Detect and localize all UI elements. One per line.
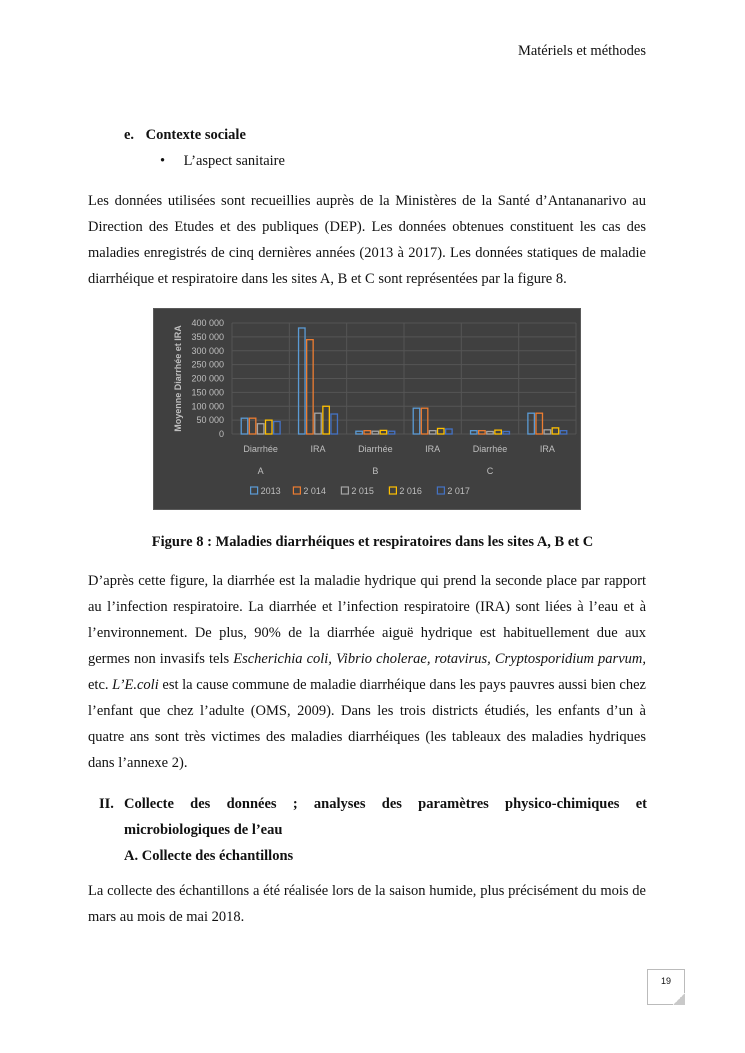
legend-swatch bbox=[293, 487, 300, 494]
y-tick-label: 200 000 bbox=[191, 373, 224, 384]
x-tick-label: Diarrhée bbox=[358, 444, 393, 454]
y-tick-label: 400 000 bbox=[191, 318, 224, 328]
bar bbox=[479, 431, 486, 434]
y-axis-label: Moyenne Diarrhée et IRA bbox=[173, 325, 183, 432]
section-II-title-line1: Collecte des données ; analyses des paramètres physico-chimiques et bbox=[124, 796, 647, 812]
bullet-text: L’aspect sanitaire bbox=[183, 153, 285, 169]
section-II-title-line2: microbiologiques de l’eau bbox=[124, 822, 283, 838]
y-tick-label: 0 bbox=[218, 429, 224, 439]
bar bbox=[413, 408, 420, 434]
x-tick-label: IRA bbox=[425, 444, 441, 454]
y-tick-label: 50 000 bbox=[196, 415, 224, 426]
bar bbox=[331, 414, 338, 434]
bullet-item bbox=[160, 153, 285, 170]
discussion-text-2: etc. bbox=[88, 677, 113, 693]
x-tick-label: Diarrhée bbox=[243, 444, 278, 454]
bar bbox=[446, 429, 453, 434]
bar bbox=[471, 431, 478, 434]
legend-swatch bbox=[341, 487, 348, 494]
subsection-A-heading: A. Collecte des échantillons bbox=[124, 848, 294, 864]
bar bbox=[356, 431, 363, 434]
ecoli-term: L’E.coli bbox=[112, 677, 159, 693]
paragraph-intro: Les données utilisées sont recueillies auprès de la Ministères de la Santé d’Antananarivo au Direction des Etudes et des publiques (DEP). Les données obtenues constituent les cas des maladies enregistrés de cinq dernières années (2013 à 2017). Les données statiques de maladie diarrhéique et respiratoire dans les sites A, B et C sont représentées par la figure 8. bbox=[88, 193, 646, 287]
legend-label: 2 014 bbox=[303, 486, 326, 496]
bar bbox=[528, 413, 535, 434]
bar bbox=[372, 431, 379, 434]
bar bbox=[487, 432, 494, 434]
bar bbox=[421, 408, 428, 434]
legend-label: 2 016 bbox=[399, 486, 422, 496]
bar bbox=[495, 430, 502, 434]
bar bbox=[552, 428, 559, 434]
discussion-text-1: D’après cette figure, la diarrhée est la maladie hydrique qui prend la seconde place par rapport au l’infection respiratoire. La diarrhée et l’infection respiratoire (IRA) sont liées à l’eau et à l’environnement. De plus, 90% de la diarrhée aiguë hydrique est habituellement due aux germes non invasifs tels bbox=[88, 573, 646, 667]
running-header: Matériels et méthodes bbox=[517, 43, 646, 59]
bar bbox=[299, 328, 306, 434]
species-list: Escherichia coli, Vibrio cholerae, rotavirus, Cryptosporidium parvum, bbox=[233, 651, 646, 667]
bar bbox=[274, 422, 281, 434]
x-tick-label: Diarrhée bbox=[472, 444, 508, 454]
page-number-box bbox=[647, 969, 685, 1005]
bar bbox=[438, 428, 445, 434]
paragraph-discussion bbox=[88, 568, 646, 776]
figure-8-chart bbox=[153, 308, 581, 510]
legend-label: 2013 bbox=[260, 486, 281, 496]
bar-chart-svg bbox=[154, 309, 582, 511]
legend-swatch bbox=[251, 487, 258, 494]
bar bbox=[266, 420, 273, 434]
legend-swatch bbox=[389, 487, 396, 494]
section-e-heading bbox=[124, 127, 246, 144]
page-curl-icon bbox=[673, 993, 685, 1005]
figure-caption: Figure 8 : Maladies diarrhéiques et respiratoires dans les sites A, B et C bbox=[151, 534, 594, 550]
section-e-number: e. bbox=[124, 127, 135, 143]
bar bbox=[388, 431, 395, 434]
section-II-number: II. bbox=[99, 796, 114, 812]
group-label: B bbox=[372, 466, 379, 476]
group-label: A bbox=[257, 466, 264, 476]
bar bbox=[536, 413, 543, 434]
y-tick-label: 100 000 bbox=[191, 401, 224, 412]
bar bbox=[257, 424, 264, 434]
x-tick-label: IRA bbox=[539, 444, 555, 454]
bar bbox=[315, 413, 322, 434]
bar bbox=[544, 430, 551, 434]
paragraph-collection: La collecte des échantillons a été réalisée lors de la saison humide, plus précisément du mois de mars au mois de mai 2018. bbox=[88, 883, 646, 925]
bar bbox=[364, 431, 371, 434]
bar bbox=[380, 430, 387, 434]
legend-label: 2 017 bbox=[447, 486, 470, 496]
bullet-dot-icon: • bbox=[160, 153, 166, 169]
section-II-heading bbox=[99, 791, 647, 869]
bar bbox=[503, 432, 510, 434]
y-tick-label: 350 000 bbox=[191, 331, 224, 342]
group-label: C bbox=[486, 466, 494, 476]
legend-label: 2 015 bbox=[351, 486, 374, 496]
discussion-text-3: est la cause commune de maladie diarrhéique dans les pays pauvres aussi bien chez l’enfant que chez l’adulte (OMS, 2009). Dans les trois districts étudiés, les enfants d’un à quatre ans sont très victimes des maladies diarrhéiques (les tableaux des maladies hydriques dans l’annexe 2). bbox=[88, 677, 646, 771]
bar bbox=[429, 431, 436, 434]
page-number: 19 bbox=[660, 976, 671, 986]
y-tick-label: 250 000 bbox=[191, 359, 224, 370]
section-e-title: Contexte sociale bbox=[145, 127, 246, 143]
legend-swatch bbox=[437, 487, 444, 494]
x-tick-label: IRA bbox=[310, 444, 326, 454]
y-tick-label: 300 000 bbox=[191, 345, 224, 356]
bar bbox=[560, 431, 567, 434]
y-tick-label: 150 000 bbox=[191, 387, 224, 398]
